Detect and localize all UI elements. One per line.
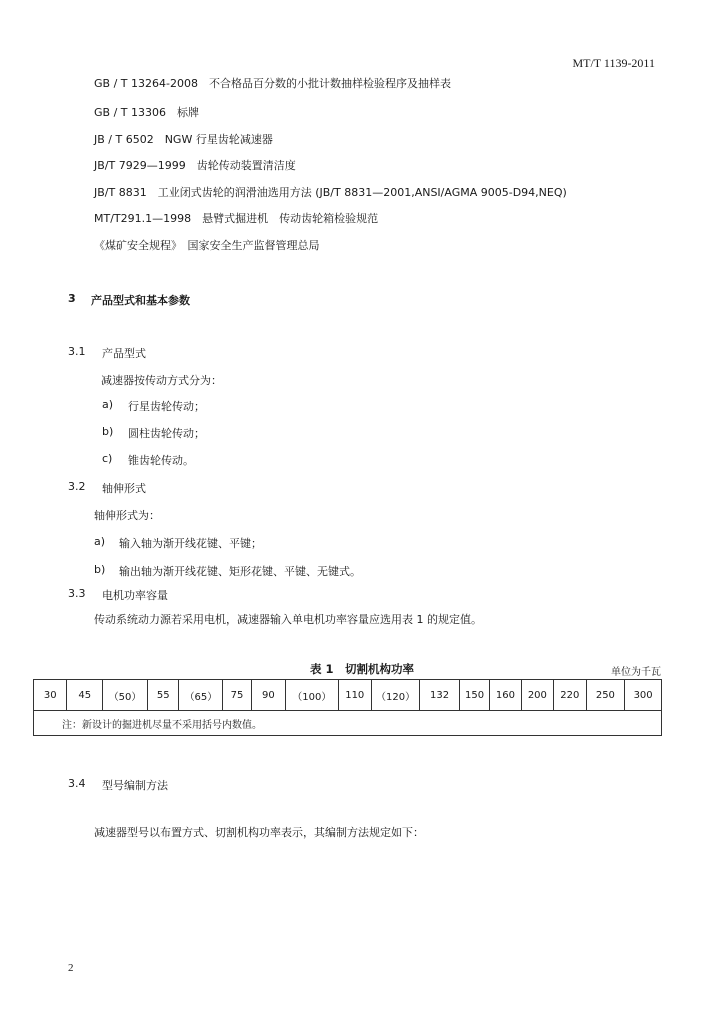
- subsection-number: 3.4: [68, 777, 86, 790]
- table-row: [34, 680, 662, 711]
- list-marker: b): [94, 563, 106, 576]
- table-title: 表 1 切割机构功率: [309, 662, 414, 676]
- table-cell: 45: [67, 680, 103, 711]
- table-cell: （100）: [286, 680, 338, 711]
- table-note-row: [34, 711, 662, 736]
- table-cell: 30: [34, 680, 67, 711]
- table-cell: （120）: [372, 680, 420, 711]
- table-cell: 132: [420, 680, 460, 711]
- subsection-title: 型号编制方法: [102, 779, 168, 792]
- subsection-number: 3.3: [68, 587, 86, 600]
- list-marker: a): [102, 398, 114, 411]
- table-cell: 75: [223, 680, 251, 711]
- list-item: 行星齿轮传动；: [128, 400, 205, 413]
- table-unit: 单位为千瓦: [611, 667, 661, 678]
- reference-line: JB/T 8831 工业闭式齿轮的润滑油选用方法 (JB/T 8831—2001,ANSI/AGMA 9005-D94,NEQ): [94, 186, 567, 199]
- table-note: 注：新设计的掘进机尽量不采用括号内数值。: [34, 711, 662, 736]
- list-item: 圆柱齿轮传动；: [128, 427, 205, 440]
- table-cell: 300: [625, 680, 662, 711]
- table-cell: 250: [586, 680, 625, 711]
- page-number: 2: [68, 962, 74, 974]
- table-cell: 220: [554, 680, 586, 711]
- power-table: [33, 679, 662, 736]
- paragraph: 减速器型号以布置方式、切割机构功率表示，其编制方法规定如下：: [94, 826, 424, 839]
- subsection-title: 电机功率容量: [102, 589, 168, 602]
- document-number: MT/T 1139-2011: [572, 56, 655, 70]
- list-item: 锥齿轮传动。: [128, 454, 194, 467]
- section-number: 3: [68, 292, 76, 305]
- subsection-number: 3.1: [68, 345, 86, 358]
- reference-line: GB / T 13264-2008 不合格品百分数的小批计数抽样检验程序及抽样表: [94, 77, 451, 90]
- table-cell: （50）: [103, 680, 148, 711]
- table-cell: 90: [251, 680, 286, 711]
- paragraph: 轴伸形式为：: [94, 509, 160, 522]
- reference-line: GB / T 13306 标牌: [94, 106, 199, 119]
- reference-line: MT/T291.1—1998 悬臂式掘进机 传动齿轮箱检验规范: [94, 212, 379, 225]
- list-marker: c): [102, 452, 113, 465]
- list-item: 输出轴为渐开线花键、矩形花键、平键、无键式。: [119, 565, 361, 578]
- table-cell: 200: [521, 680, 553, 711]
- reference-line: JB/T 7929—1999 齿轮传动装置清洁度: [94, 159, 296, 172]
- table-cell: （65）: [179, 680, 223, 711]
- reference-line: 《煤矿安全规程》 国家安全生产监督管理总局: [94, 239, 320, 252]
- table-cell: 150: [459, 680, 489, 711]
- table-cell: 110: [338, 680, 371, 711]
- list-item: 输入轴为渐开线花键、平键；: [119, 537, 262, 550]
- reference-line: JB / T 6502 NGW 行星齿轮减速器: [94, 133, 273, 146]
- subsection-title: 轴伸形式: [102, 482, 146, 495]
- section-title: 产品型式和基本参数: [91, 294, 190, 307]
- list-marker: a): [94, 535, 106, 548]
- table-cell: 55: [148, 680, 179, 711]
- subsection-number: 3.2: [68, 480, 86, 493]
- list-marker: b): [102, 425, 114, 438]
- paragraph: 传动系统动力源若采用电机，减速器输入单电机功率容量应选用表 1 的规定值。: [94, 613, 482, 626]
- table-cell: 160: [490, 680, 521, 711]
- subsection-title: 产品型式: [102, 347, 146, 360]
- paragraph: 减速器按传动方式分为：: [101, 374, 222, 387]
